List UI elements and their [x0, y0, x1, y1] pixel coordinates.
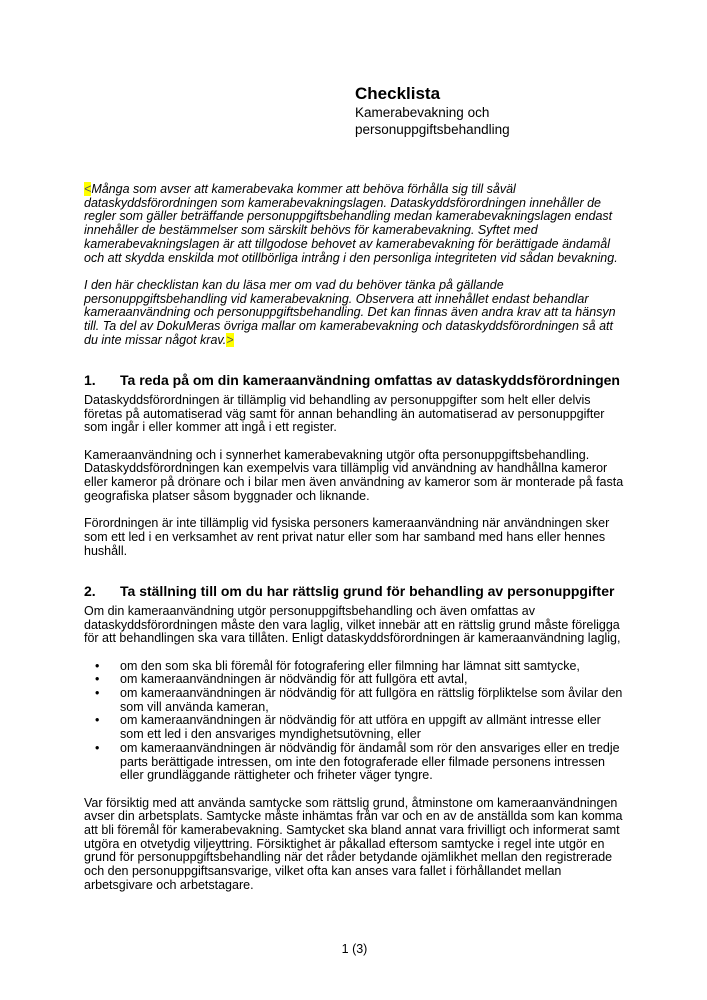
bullet-item: • om den som ska bli föremål för fotografering eller filmning har lämnat sitt samtycke,	[84, 660, 625, 674]
highlight-open-marker: <	[84, 182, 92, 196]
section-1-heading-text: Ta reda på om din kameraanvändning omfattas av dataskyddsförordningen	[120, 372, 620, 389]
intro-paragraph-1-text: Många som avser att kamerabevaka kommer att behöva förhålla sig till såväl dataskyddsförordningen som kamerabevakningslagen. Dataskyddsförordningen innehåller de regler som gäller beträffande personuppgiftsbehandling medan kamerabevakningslagen endast innehåller de bestämmelser som särskilt behövs för kamerabevakning. Syftet med kamerabevakningslagen är att tillgodose behovet av kamerabevakning för berättigade ändamål och att skydda enskilda mot otillbörliga intrång i den personliga integriteten vid sådan bevakning.	[84, 182, 618, 265]
intro-paragraph-2	[84, 279, 625, 348]
section-2-paragraph-1: Om din kameraanvändning utgör personuppgiftsbehandling och även omfattas av dataskyddsförordningen måste den vara laglig, vilket innebär att en rättslig grund måste föreligga för att behandlingen ska vara tillåten. Enligt dataskyddsförordningen är kameraanvändning laglig,	[84, 603, 621, 646]
bullet-item: • om kameraanvändningen är nödvändig för att fullgöra ett avtal,	[84, 673, 625, 687]
intro-paragraph-2-text: I den här checklistan kan du läsa mer om vad du behöver tänka på gällande personuppgiftsbehandling vid kamerabevakning. Observera att innehållet endast behandlar kameraanvändning och personuppgiftsbehandling. Det kan finnas även andra krav att ta hänsyn till. Ta del av DokuMeras övriga mallar om kamerabevakning och dataskyddsförordningen så att du inte missar något krav.	[84, 277, 616, 347]
section-1-paragraph-1: Dataskyddsförordningen är tillämplig vid behandling av personuppgifter som helt eller delvis företas på automatiserad väg samt för annan behandling än automatiserad av personuppgifter som ingår i eller kommer att ingå i ett register.	[84, 392, 605, 435]
intro-paragraph-1	[84, 183, 625, 265]
document-title: Checklista	[355, 84, 441, 103]
document-subtitle-line-2: personuppgiftsbehandling	[355, 122, 510, 137]
section-1-number: 1.	[84, 372, 96, 389]
document-body	[84, 183, 625, 893]
document-subtitle-line-1: Kamerabevakning och	[355, 105, 490, 120]
section-1-heading	[84, 372, 625, 390]
bullet-item: • om kameraanvändningen är nödvändig för ändamål som rör den ansvariges eller en tredje parts berättigade intressen, om inte den fotograferade eller filmade personens intressen eller grundläggande rättigheter och friheter väger tyngre.	[84, 742, 625, 783]
section-2-number: 2.	[84, 583, 96, 600]
section-1-paragraph-3: Förordningen är inte tillämplig vid fysiska personers kameraanvändning när användningen sker som ett led i en verksamhet av rent privat natur eller som har samband med hans eller hennes hushåll.	[84, 516, 610, 558]
section-2-paragraph-2: Var försiktig med att använda samtycke som rättslig grund, åtminstone om kameraanvändningen avser din arbetsplats. Samtycke måste inhämtas från var och en av de anställda som kan komma att bli föremål för kamerabevakning. Samtycket ska bland annat vara frivilligt och informerat samt utgöra en otvetydig viljeyttring. Försiktighet är påkallad eftersom samtycke i regel inte utgör en grund för personuppgiftsbehandling när det råder betydande ojämlikhet mellan den registrerade och den personuppgiftsansvarige, vilket ofta kan anses vara fallet i förhållandet mellan arbetsgivare och arbetstagare.	[84, 795, 623, 892]
highlight-close-marker: >	[226, 332, 234, 347]
legal-grounds-bullet-list	[84, 660, 625, 783]
letterhead	[355, 83, 510, 138]
page-number: 1 (3)	[341, 942, 368, 956]
section-2-heading	[84, 583, 625, 601]
bullet-item: • om kameraanvändningen är nödvändig för att utföra en uppgift av allmänt intresse eller som ett led i den ansvariges myndighetsutövning, eller	[84, 714, 625, 741]
bullet-item: • om kameraanvändningen är nödvändig för att fullgöra en rättslig förpliktelse som åvilar den som vill använda kameran,	[84, 687, 625, 714]
section-2-heading-text: Ta ställning till om du har rättslig grund för behandling av personuppgifter	[120, 583, 615, 600]
section-1-paragraph-2: Kameraanvändning och i synnerhet kamerabevakning utgör ofta personuppgiftsbehandling. Dataskyddsförordningen kan exempelvis vara tillämplig vid användning av handhållna kameror eller kameror på drönare och i bilar men även användning av kameror som är monterade på fasta geografiska platser såsom byggnader och liknande.	[84, 447, 624, 503]
